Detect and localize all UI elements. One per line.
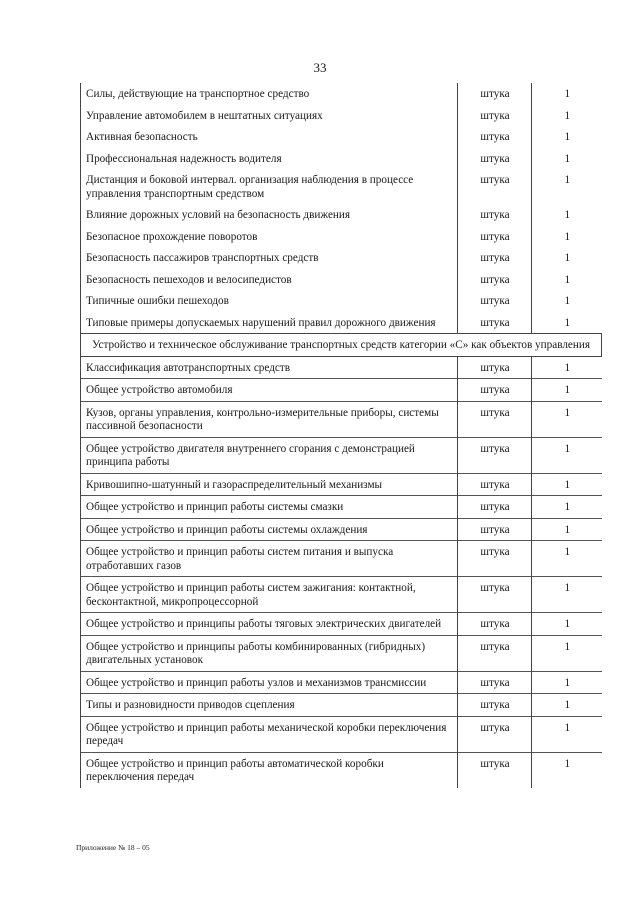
item-name-cell: Кузов, органы управления, контрольно-измерительные приборы, системы пассивной безопасности	[81, 401, 458, 437]
item-name-cell: Общее устройство и принципы работы комбинированных (гибридных) двигательных установок	[81, 635, 458, 671]
quantity-cell: 1	[532, 437, 602, 473]
unit-cell: штука	[458, 716, 532, 752]
table-row	[81, 716, 602, 752]
item-name-cell: Классификация автотранспортных средств	[81, 356, 458, 379]
table-row	[81, 379, 602, 402]
unit-cell: штука	[458, 694, 532, 717]
unit-cell: штука	[458, 169, 532, 204]
table-row	[81, 518, 602, 541]
unit-cell: штука	[458, 269, 532, 291]
table-row	[81, 148, 602, 170]
unit-cell: штука	[458, 577, 532, 613]
item-name-cell: Безопасное прохождение поворотов	[81, 226, 458, 248]
item-name-cell: Дистанция и боковой интервал. организация наблюдения в процессе управления транспортным средством	[81, 169, 458, 204]
item-name-cell: Профессиональная надежность водителя	[81, 148, 458, 170]
unit-cell: штука	[458, 226, 532, 248]
quantity-cell: 1	[532, 473, 602, 496]
unit-cell: штука	[458, 312, 532, 334]
quantity-cell: 1	[532, 716, 602, 752]
quantity-cell: 1	[564, 273, 571, 286]
quantity-cell: 1	[532, 356, 602, 379]
quantity-cell: 1	[564, 209, 571, 221]
item-name-cell: Общее устройство и принцип работы системы охлаждения	[81, 518, 458, 541]
table-row	[81, 247, 602, 269]
table-row	[81, 169, 602, 204]
table-row	[81, 671, 602, 694]
item-name-cell: Влияние дорожных условий на безопасность движения	[81, 204, 458, 226]
section-header-row	[81, 334, 602, 357]
unit-cell: штука	[458, 401, 532, 437]
unit-cell: штука	[458, 541, 532, 577]
table-row	[81, 290, 602, 312]
table-row	[81, 83, 602, 105]
table-row	[81, 541, 602, 577]
equipment-table-body	[81, 83, 602, 788]
quantity-cell: 1	[532, 752, 602, 788]
table-row	[81, 437, 602, 473]
item-name-cell: Типы и разновидности приводов сцепления	[81, 694, 458, 717]
unit-cell: штука	[458, 379, 532, 402]
unit-cell: штука	[458, 247, 532, 269]
table-row	[81, 226, 602, 248]
unit-cell: штука	[458, 126, 532, 148]
unit-cell: штука	[458, 518, 532, 541]
table-row	[81, 694, 602, 717]
quantity-cell: 1	[564, 152, 571, 165]
item-name-cell: Безопасность пешеходов и велосипедистов	[81, 269, 458, 291]
unit-cell: штука	[458, 204, 532, 226]
table-row	[81, 577, 602, 613]
table-row	[81, 752, 602, 788]
quantity-cell: 1	[564, 252, 571, 264]
quantity-cell: 1	[564, 230, 571, 243]
table-row	[81, 126, 602, 148]
quantity-cell: 1	[532, 577, 602, 613]
item-name-cell: Общее устройство и принцип работы узлов и механизмов трансмиссии	[81, 671, 458, 694]
quantity-cell: 1	[532, 496, 602, 519]
item-name-cell: Общее устройство и принцип работы систем питания и выпуска отработавших газов	[81, 541, 458, 577]
table-row	[81, 204, 602, 226]
item-name-cell: Общее устройство и принцип работы механической коробки переключения передач	[81, 716, 458, 752]
table-row	[81, 356, 602, 379]
item-name-cell: Типовые примеры допускаемых нарушений правил дорожного движения	[81, 312, 458, 334]
quantity-cell: 1	[564, 174, 571, 186]
unit-cell: штука	[458, 496, 532, 519]
unit-cell: штука	[458, 437, 532, 473]
quantity-cell: 1	[564, 295, 571, 307]
item-name-cell: Общее устройство автомобиля	[81, 379, 458, 402]
item-name-cell: Силы, действующие на транспортное средство	[81, 83, 458, 105]
item-name-cell: Управление автомобилем в нештатных ситуациях	[81, 105, 458, 127]
quantity-cell: 1	[564, 316, 571, 329]
unit-cell: штука	[458, 83, 532, 105]
item-name-cell: Кривошипно-шатунный и газораспределительный механизмы	[81, 473, 458, 496]
unit-cell: штука	[458, 105, 532, 127]
quantity-cell: 1	[564, 131, 571, 143]
item-name-cell: Безопасность пассажиров транспортных средств	[81, 247, 458, 269]
item-name-cell: Общее устройство и принцип работы системы смазки	[81, 496, 458, 519]
quantity-cell: 1	[532, 671, 602, 694]
unit-cell: штука	[458, 473, 532, 496]
quantity-cell: 1	[532, 635, 602, 671]
unit-cell: штука	[458, 752, 532, 788]
quantity-cell: 1	[532, 541, 602, 577]
item-name-cell: Общее устройство и принципы работы тяговых электрических двигателей	[81, 613, 458, 636]
unit-cell: штука	[458, 148, 532, 170]
quantity-cell: 1	[532, 379, 602, 402]
table-row	[81, 613, 602, 636]
table-row	[81, 312, 602, 334]
section-header: Устройство и техническое обслуживание транспортных средств категории «С» как объектов управления	[81, 334, 602, 357]
item-name-cell: Активная безопасность	[81, 126, 458, 148]
unit-cell: штука	[458, 356, 532, 379]
unit-cell: штука	[458, 635, 532, 671]
unit-cell: штука	[458, 290, 532, 312]
quantity-cell: 1	[532, 401, 602, 437]
page-number: 33	[313, 60, 327, 75]
quantity-cell: 1	[564, 88, 571, 100]
unit-cell: штука	[458, 671, 532, 694]
item-name-cell: Общее устройство и принцип работы систем зажигания: контактной, бесконтактной, микропроцессорной	[81, 577, 458, 613]
table-row	[81, 269, 602, 291]
item-name-cell: Типичные ошибки пешеходов	[81, 290, 458, 312]
table-row	[81, 635, 602, 671]
quantity-cell: 1	[532, 694, 602, 717]
equipment-table	[80, 83, 602, 788]
quantity-cell: 1	[532, 518, 602, 541]
footer-note: Приложение № 18 – 05	[76, 843, 150, 852]
item-name-cell: Общее устройство двигателя внутреннего сгорания с демонстрацией принципа работы	[81, 437, 458, 473]
table-row	[81, 473, 602, 496]
table-row	[81, 496, 602, 519]
table-row	[81, 401, 602, 437]
item-name-cell: Общее устройство и принцип работы автоматической коробки переключения передач	[81, 752, 458, 788]
table-row	[81, 105, 602, 127]
quantity-cell: 1	[564, 109, 571, 122]
unit-cell: штука	[458, 613, 532, 636]
quantity-cell: 1	[532, 613, 602, 636]
